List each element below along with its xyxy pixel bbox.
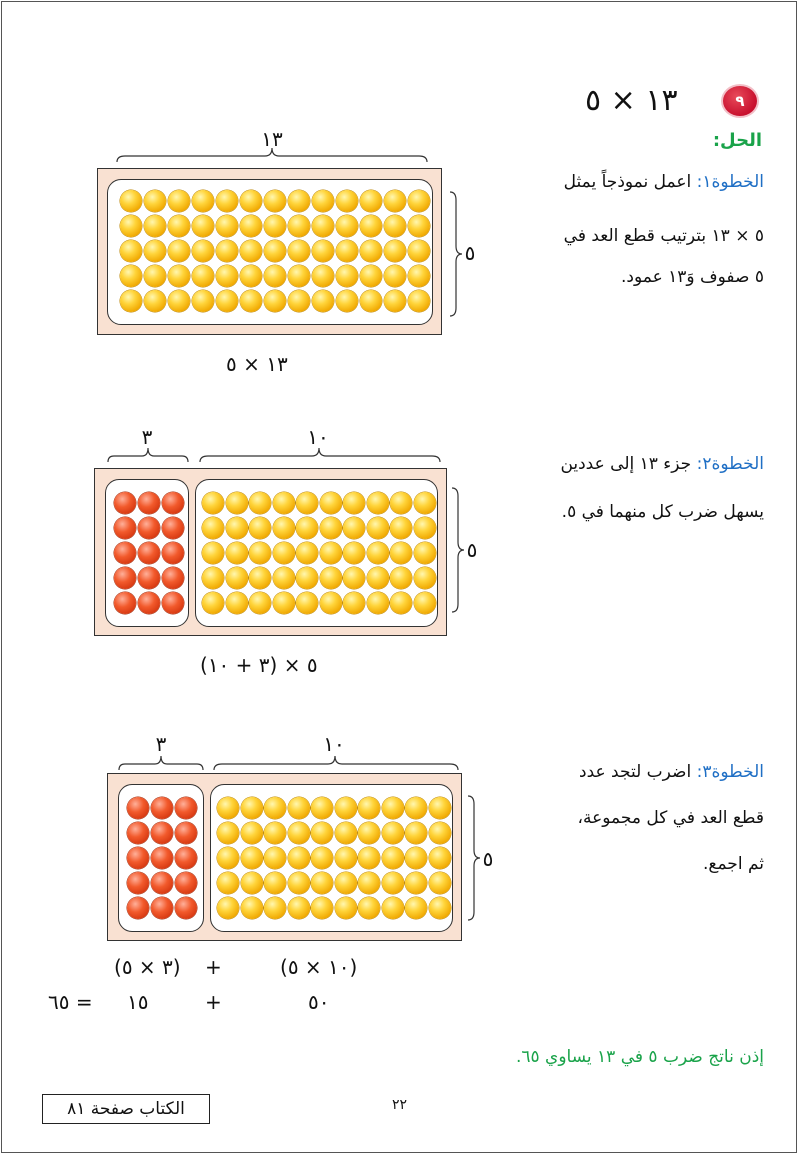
yellow-counter-bead [408,190,430,212]
model1-side-label: ٥ [464,241,476,265]
yellow-counter-bead [336,290,358,312]
red-counter-bead [162,542,184,564]
eq1-plus: + [205,955,222,979]
yellow-counter-bead [343,517,365,539]
model2-yellow-bead-grid [202,492,436,614]
yellow-counter-bead [120,190,142,212]
yellow-counter-bead [120,215,142,237]
yellow-counter-bead [360,190,382,212]
yellow-counter-bead [358,897,380,919]
yellow-counter-bead [335,897,357,919]
red-counter-bead [175,797,197,819]
yellow-counter-bead [241,872,263,894]
yellow-counter-bead [296,567,318,589]
yellow-counter-bead [240,190,262,212]
red-counter-bead [162,592,184,614]
model3-right-label: ١٠ [323,732,345,756]
yellow-counter-bead [312,190,334,212]
yellow-counter-bead [358,822,380,844]
yellow-counter-bead [273,542,295,564]
yellow-counter-bead [226,517,248,539]
eq2-plus: + [205,990,222,1014]
yellow-counter-bead [288,265,310,287]
yellow-counter-bead [335,797,357,819]
yellow-counter-bead [367,592,389,614]
yellow-counter-bead [311,847,333,869]
yellow-counter-bead [264,240,286,262]
yellow-counter-bead [336,190,358,212]
yellow-counter-bead [414,542,436,564]
yellow-counter-bead [360,240,382,262]
yellow-counter-bead [296,517,318,539]
page-number: ٢٢ [392,1097,408,1113]
eq1-right: (١٠ × ٥) [280,955,358,979]
yellow-counter-bead [384,290,406,312]
yellow-counter-bead [288,822,310,844]
step1-text [464,172,764,192]
model1-frame [97,168,442,335]
yellow-counter-bead [320,542,342,564]
red-counter-bead [127,797,149,819]
model1-caption: ١٣ × ٥ [226,352,288,376]
yellow-counter-bead [288,190,310,212]
yellow-counter-bead [226,492,248,514]
yellow-counter-bead [202,492,224,514]
red-counter-bead [127,872,149,894]
yellow-counter-bead [249,592,271,614]
yellow-counter-bead [264,215,286,237]
yellow-counter-bead [120,290,142,312]
yellow-counter-bead [367,517,389,539]
step2-line2: يسهل ضرب كل منهما في ٥. [561,502,764,522]
yellow-counter-bead [202,542,224,564]
yellow-counter-bead [264,190,286,212]
yellow-counter-bead [358,872,380,894]
yellow-counter-bead [241,897,263,919]
eq2-a: ١٥ [127,990,149,1014]
yellow-counter-bead [320,492,342,514]
problem-number: ٩ [735,92,745,110]
red-counter-bead [127,847,149,869]
yellow-counter-bead [217,797,239,819]
model2-caption: (٣ + ١٠) × ٥ [200,653,318,677]
yellow-counter-bead [168,215,190,237]
yellow-counter-bead [390,592,412,614]
step3-text [464,762,764,782]
red-counter-bead [138,542,160,564]
yellow-counter-bead [414,517,436,539]
yellow-counter-bead [414,592,436,614]
yellow-counter-bead [343,492,365,514]
red-counter-bead [138,567,160,589]
yellow-counter-bead [226,542,248,564]
yellow-counter-bead [336,265,358,287]
eq2-result: ٦٥ = [48,990,93,1014]
step3-label: الخطوة٣: [696,762,764,782]
model3-frame [107,773,462,941]
yellow-counter-bead [144,190,166,212]
yellow-counter-bead [240,265,262,287]
yellow-counter-bead [358,847,380,869]
step1-label: الخطوة١: [696,172,764,192]
yellow-counter-bead [320,517,342,539]
yellow-counter-bead [311,872,333,894]
yellow-counter-bead [217,847,239,869]
model2-frame [94,468,447,636]
yellow-counter-bead [405,872,427,894]
yellow-counter-bead [240,290,262,312]
yellow-counter-bead [273,567,295,589]
yellow-counter-bead [192,240,214,262]
model2-right-panel [195,479,438,627]
red-counter-bead [151,822,173,844]
step2-text [464,454,764,474]
yellow-counter-bead [367,492,389,514]
yellow-counter-bead [312,215,334,237]
red-counter-bead [151,797,173,819]
yellow-counter-bead [273,592,295,614]
problem-expression: ١٣ × ٥ [585,83,678,118]
yellow-counter-bead [264,797,286,819]
red-counter-bead [175,822,197,844]
yellow-counter-bead [429,872,451,894]
red-counter-bead [138,492,160,514]
yellow-counter-bead [429,797,451,819]
yellow-counter-bead [168,240,190,262]
yellow-counter-bead [408,215,430,237]
yellow-counter-bead [312,265,334,287]
yellow-counter-bead [226,567,248,589]
yellow-counter-bead [249,517,271,539]
yellow-counter-bead [429,847,451,869]
yellow-counter-bead [288,215,310,237]
yellow-counter-bead [343,542,365,564]
yellow-counter-bead [360,290,382,312]
model2-left-label: ٣ [141,425,153,449]
yellow-counter-bead [382,872,404,894]
yellow-counter-bead [273,492,295,514]
yellow-counter-bead [288,797,310,819]
yellow-counter-bead [216,265,238,287]
red-counter-bead [114,592,136,614]
red-counter-bead [114,542,136,564]
yellow-counter-bead [241,797,263,819]
model3-yellow-bead-grid [217,797,451,919]
yellow-counter-bead [288,290,310,312]
red-counter-bead [175,897,197,919]
yellow-counter-bead [390,567,412,589]
yellow-counter-bead [296,542,318,564]
yellow-counter-bead [120,265,142,287]
yellow-counter-bead [217,822,239,844]
yellow-counter-bead [249,542,271,564]
step3-line2: قطع العد في كل مجموعة، [577,808,764,828]
red-counter-bead [138,592,160,614]
yellow-counter-bead [144,240,166,262]
solution-label: الحل: [712,130,762,151]
red-counter-bead [138,517,160,539]
yellow-counter-bead [367,567,389,589]
model2-red-bead-grid [114,492,184,614]
red-counter-bead [127,822,149,844]
red-counter-bead [114,567,136,589]
model1-panel [107,179,433,325]
yellow-counter-bead [320,567,342,589]
yellow-counter-bead [311,797,333,819]
yellow-counter-bead [360,215,382,237]
yellow-counter-bead [288,240,310,262]
yellow-counter-bead [408,265,430,287]
yellow-counter-bead [384,240,406,262]
yellow-counter-bead [202,517,224,539]
yellow-counter-bead [382,847,404,869]
yellow-counter-bead [382,897,404,919]
yellow-counter-bead [120,240,142,262]
yellow-counter-bead [384,190,406,212]
yellow-counter-bead [335,822,357,844]
yellow-counter-bead [384,265,406,287]
yellow-counter-bead [414,492,436,514]
yellow-counter-bead [264,290,286,312]
yellow-counter-bead [343,567,365,589]
yellow-counter-bead [336,215,358,237]
yellow-counter-bead [288,897,310,919]
conclusion-text: إذن ناتج ضرب ٥ في ١٣ يساوي ٦٥. [515,1047,764,1067]
model3-left-panel [118,784,204,932]
yellow-counter-bead [144,265,166,287]
red-counter-bead [162,567,184,589]
yellow-counter-bead [264,822,286,844]
yellow-counter-bead [335,872,357,894]
model2-side-label: ٥ [466,538,478,562]
yellow-counter-bead [384,215,406,237]
yellow-counter-bead [249,567,271,589]
model1-bead-grid [120,190,430,312]
yellow-counter-bead [405,847,427,869]
yellow-counter-bead [216,215,238,237]
yellow-counter-bead [408,240,430,262]
yellow-counter-bead [382,822,404,844]
step3-line3: ثم اجمع. [703,854,764,874]
yellow-counter-bead [168,265,190,287]
step2-label: الخطوة٢: [696,454,764,474]
yellow-counter-bead [367,542,389,564]
eq1-left: (٣ × ٥) [114,955,181,979]
yellow-counter-bead [296,592,318,614]
yellow-counter-bead [288,847,310,869]
red-counter-bead [151,872,173,894]
yellow-counter-bead [241,822,263,844]
problem-number-badge [721,84,759,118]
yellow-counter-bead [408,290,430,312]
yellow-counter-bead [429,897,451,919]
red-counter-bead [114,492,136,514]
yellow-counter-bead [390,517,412,539]
yellow-counter-bead [358,797,380,819]
yellow-counter-bead [192,190,214,212]
step3-line1: اضرب لتجد عدد [579,762,692,782]
yellow-counter-bead [192,215,214,237]
red-counter-bead [127,897,149,919]
yellow-counter-bead [202,567,224,589]
model3-left-label: ٣ [155,732,167,756]
yellow-counter-bead [405,822,427,844]
yellow-counter-bead [320,592,342,614]
model3-red-bead-grid [127,797,197,919]
yellow-counter-bead [168,190,190,212]
yellow-counter-bead [288,872,310,894]
red-counter-bead [162,517,184,539]
step1-line1: اعمل نموذجاً يمثل [563,172,692,192]
yellow-counter-bead [216,240,238,262]
model2-left-panel [105,479,189,627]
yellow-counter-bead [264,265,286,287]
yellow-counter-bead [311,897,333,919]
book-reference: الكتاب صفحة ٨١ [67,1099,185,1119]
step1-line2: ٥ × ١٣ بترتيب قطع العد في [563,226,764,246]
yellow-counter-bead [249,492,271,514]
yellow-counter-bead [240,240,262,262]
model2-right-label: ١٠ [307,425,329,449]
yellow-counter-bead [144,290,166,312]
yellow-counter-bead [273,517,295,539]
red-counter-bead [151,847,173,869]
yellow-counter-bead [382,797,404,819]
red-counter-bead [175,847,197,869]
yellow-counter-bead [312,240,334,262]
model3-side-label: ٥ [482,847,494,871]
yellow-counter-bead [343,592,365,614]
yellow-counter-bead [264,847,286,869]
yellow-counter-bead [311,822,333,844]
yellow-counter-bead [429,822,451,844]
yellow-counter-bead [390,492,412,514]
yellow-counter-bead [405,897,427,919]
yellow-counter-bead [241,847,263,869]
red-counter-bead [175,872,197,894]
book-reference-box [42,1094,210,1124]
step1-line3: ٥ صفوف وَ١٣ عمود. [620,267,764,287]
red-counter-bead [162,492,184,514]
red-counter-bead [151,897,173,919]
yellow-counter-bead [144,215,166,237]
yellow-counter-bead [336,240,358,262]
yellow-counter-bead [217,897,239,919]
yellow-counter-bead [390,542,412,564]
yellow-counter-bead [216,190,238,212]
yellow-counter-bead [264,872,286,894]
yellow-counter-bead [217,872,239,894]
yellow-counter-bead [192,290,214,312]
yellow-counter-bead [335,847,357,869]
model3-right-panel [210,784,453,932]
yellow-counter-bead [264,897,286,919]
eq2-b: ٥٠ [308,990,330,1014]
yellow-counter-bead [296,492,318,514]
yellow-counter-bead [240,215,262,237]
model1-top-label: ١٣ [261,127,283,151]
yellow-counter-bead [405,797,427,819]
yellow-counter-bead [192,265,214,287]
step2-line1: جزء ١٣ إلى عددين [560,454,692,474]
yellow-counter-bead [216,290,238,312]
yellow-counter-bead [360,265,382,287]
yellow-counter-bead [414,567,436,589]
yellow-counter-bead [168,290,190,312]
red-counter-bead [114,517,136,539]
yellow-counter-bead [312,290,334,312]
yellow-counter-bead [202,592,224,614]
yellow-counter-bead [226,592,248,614]
